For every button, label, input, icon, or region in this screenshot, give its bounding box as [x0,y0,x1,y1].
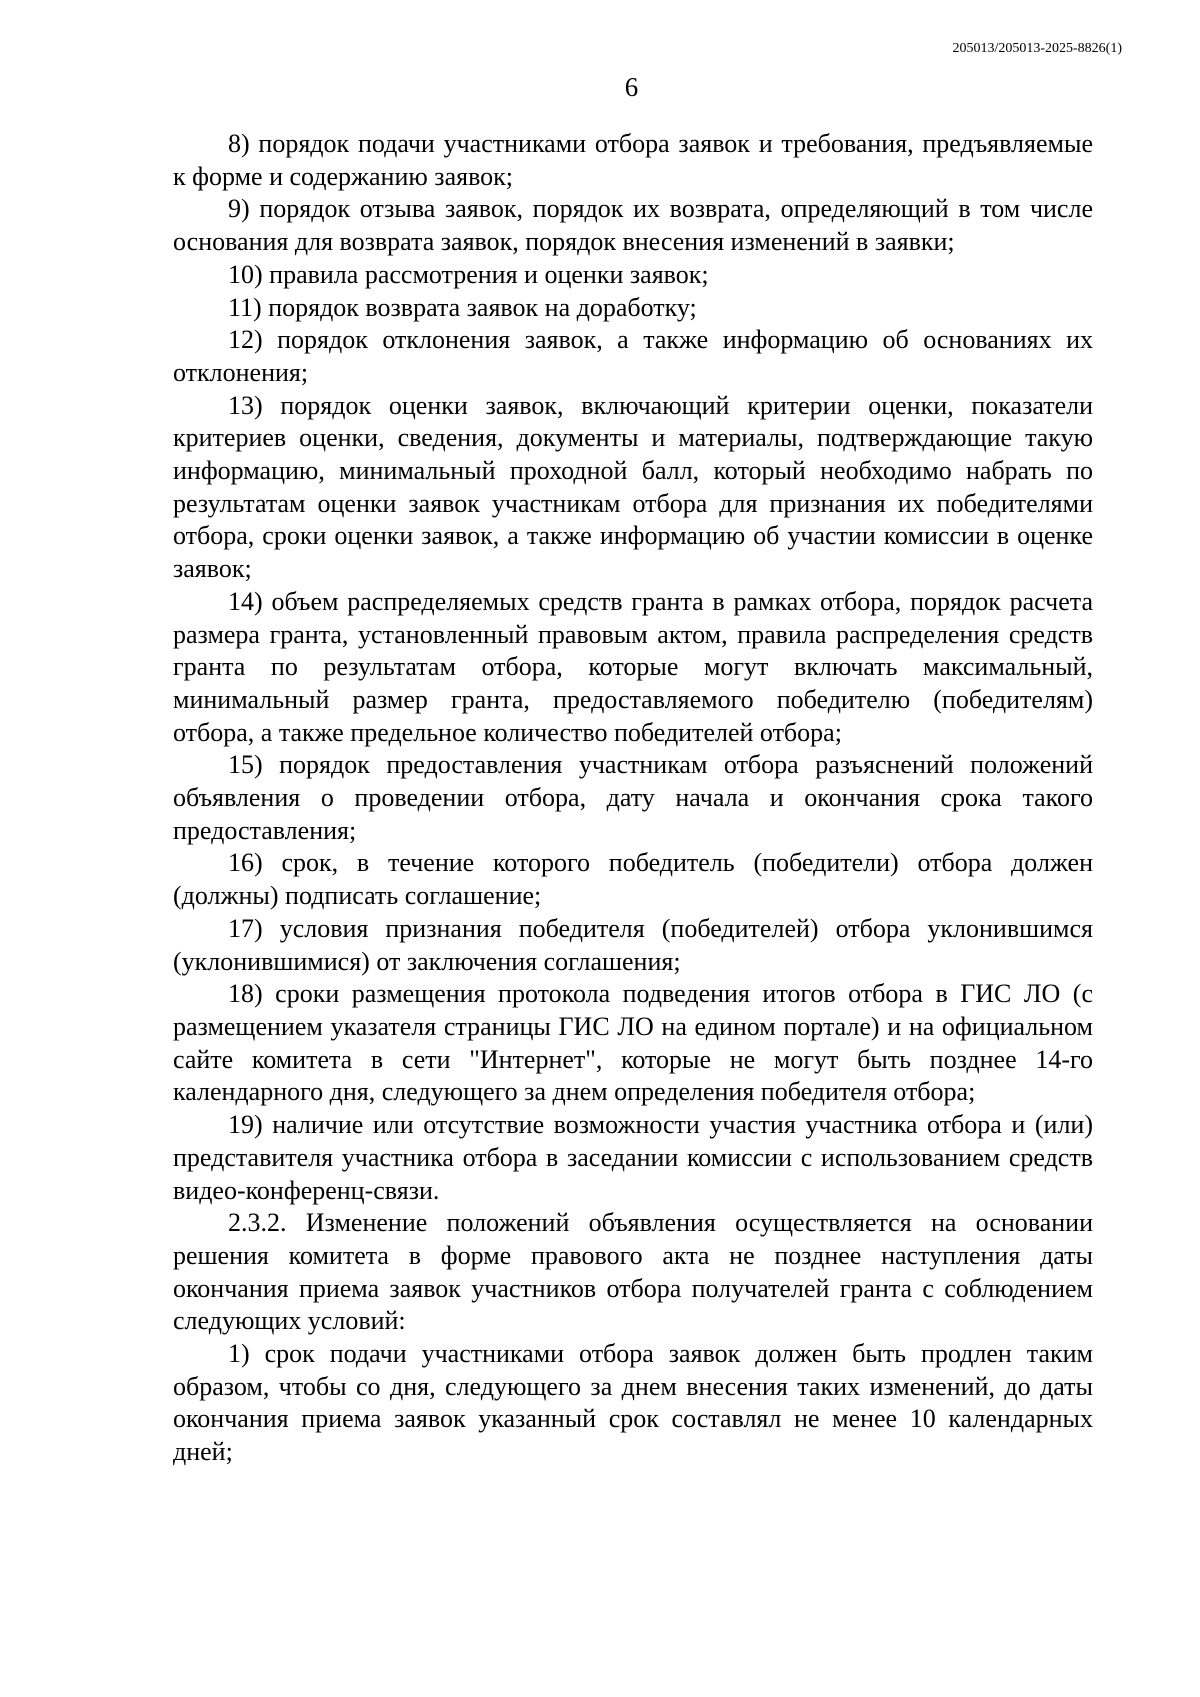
paragraph-item-11: 11) порядок возврата заявок на доработку; [228,292,697,322]
paragraph-condition-1: 1) срок подачи участниками отбора заявок должен быть продлен таким образом, чтобы со дня, следующего за днем внесения таких изменений, до даты окончания приема заявок указанный срок составлял не менее 10 календарных дней; [173,1339,1093,1467]
paragraph-item-19: 19) наличие или отсутствие возможности участия участника отбора и (или) представителя участника отбора в заседании комиссии с использованием средств видео-конференц-связи. [173,1110,1093,1205]
document-id: 205013/205013-2025-8826(1) [952,41,1122,56]
paragraph-item-17: 17) условия признания победителя (победителей) отбора уклонившимся (уклонившимися) от заключения соглашения; [173,913,1093,976]
page-number: 6 [624,72,639,102]
paragraph-item-18: 18) сроки размещения протокола подведения итогов отбора в ГИС ЛО (с размещением указателя страницы ГИС ЛО на едином портале) и на официальном сайте комитета в сети "Интернет", которые не могут быть позднее 14-го календарного дня, следующего за днем определения победителя отбора; [173,979,1093,1107]
paragraph-item-13: 13) порядок оценки заявок, включающий критерии оценки, показатели критериев оценки, сведения, документы и материалы, подтверждающие такую информацию, минимальный проходной балл, который необходимо набрать по результатам оценки заявок участникам отбора для признания их победителями отбора, сроки оценки заявок, а также информацию об участии комиссии в оценке заявок; [173,390,1093,584]
paragraph-item-10: 10) правила рассмотрения и оценки заявок; [228,259,709,289]
paragraph-item-14: 14) объем распределяемых средств гранта в рамках отбора, порядок расчета размера гранта, установленный правовым актом, правила распределения средств гранта по результатам отбора, которые могут включать максимальный, минимальный размер гранта, предоставляемого победителю (победителям) отбора, а также предельное количество победителей отбора; [173,586,1093,747]
paragraph-item-9: 9) порядок отзыва заявок, порядок их возврата, определяющий в том числе основания для возврата заявок, порядок внесения изменений в заявки; [173,194,1093,257]
paragraph-section-2-3-2: 2.3.2. Изменение положений объявления осуществляется на основании решения комитета в форме правового акта не позднее наступления даты окончания приема заявок участников отбора получателей гранта с соблюдением следующих условий: [173,1208,1093,1336]
paragraph-item-16: 16) срок, в течение которого победитель (победители) отбора должен (должны) подписать соглашение; [173,848,1093,911]
paragraph-item-15: 15) порядок предоставления участникам отбора разъяснений положений объявления о проведении отбора, дату начала и окончания срока такого предоставления; [173,750,1093,845]
paragraph-item-8: 8) порядок подачи участниками отбора заявок и требования, предъявляемые к форме и содержанию заявок; [173,129,1093,191]
paragraph-item-12: 12) порядок отклонения заявок, а также информацию об основаниях их отклонения; [173,325,1093,387]
document-body [173,128,1093,1469]
